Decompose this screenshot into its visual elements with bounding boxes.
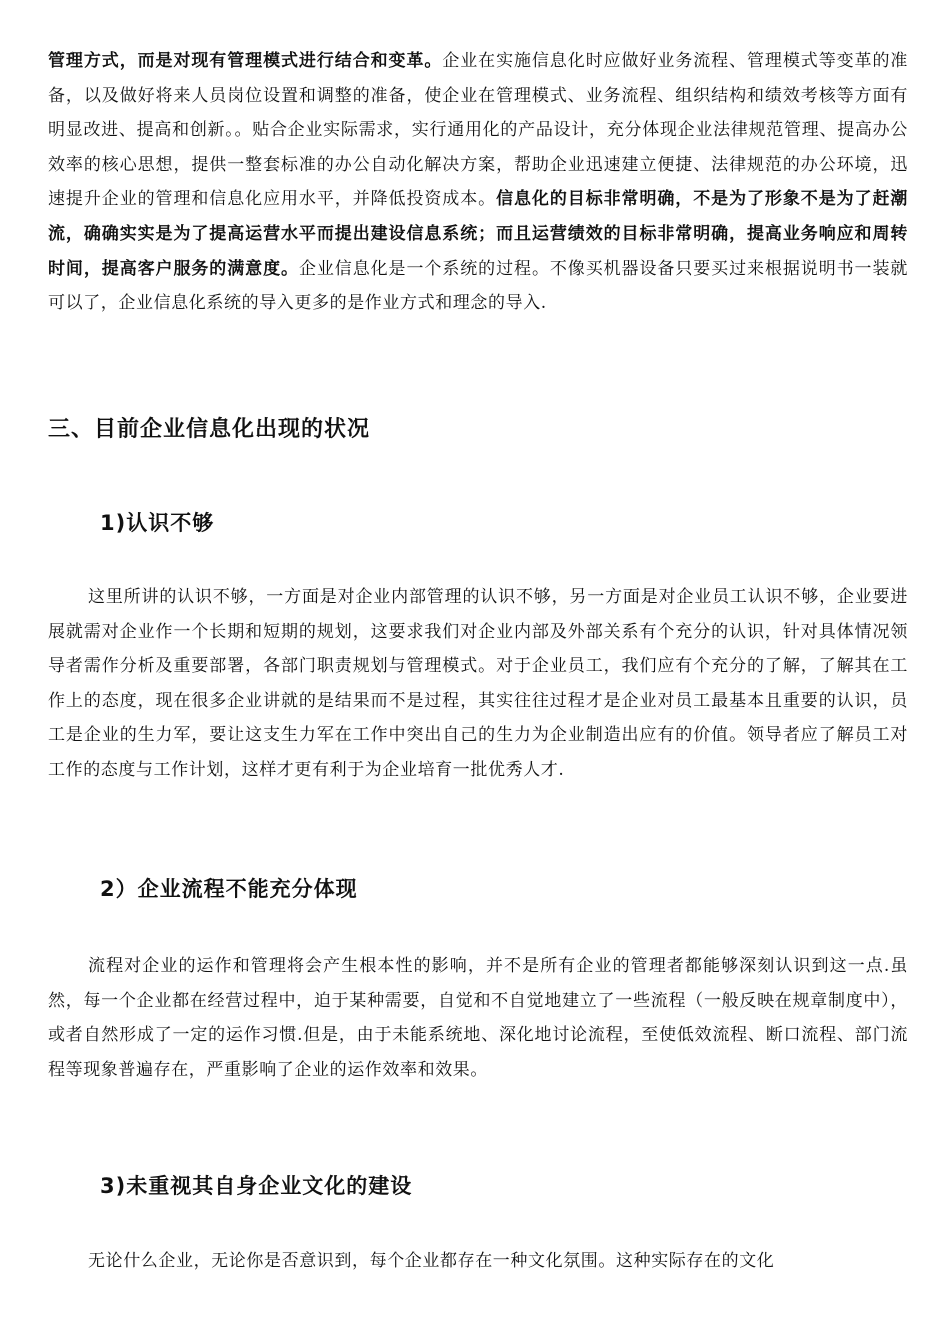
subsection-body-3: 无论什么企业，无论你是否意识到，每个企业都存在一种文化氛围。这种实际存在的文化 [88,1251,775,1271]
subsection-heading-1: 1)认识不够 [100,511,215,535]
intro-paragraph [48,44,908,321]
intro-sentence-2: 企业在实施信息化时应做好业务流程、管理模式等变革的准备，以及做好将来人员岗位设置和调整的准备，使企业在管理模式、业务流程、组织结构和绩效考核等方面有明显改进、提高和创新。。贴合企业实际需求，实行通用化的产品设计，充分体现企业法律规范管理、提高办公效率的核心思想，提供一整套标准的办公自动化解决方案，帮助企业迅速建立便捷、法律规范的办公环境，迅速提升企业的管理和信息化应用水平，并降低投资成本。 [48,51,908,210]
intro-sentence-4: 企业信息化是一个系统的过程。不像买机器设备只要买过来根据说明书一装就可以了，企业信息化系统的导入更多的是作业方式和理念的导入. [48,258,908,314]
intro-bold-sentence-3: 信息化的目标非常明确，不是为了形象不是为了赶潮流，确确实实是为了提高运营水平而提出建设信息系统；而且运营绩效的目标非常明确，提高业务响应和周转时间，提高客户服务的满意度。 [48,189,908,279]
section-heading: 三、目前企业信息化出现的状况 [48,417,371,442]
subsection-heading-3: 3)未重视其自身企业文化的建设 [100,1174,413,1198]
subsection-body-2: 流程对企业的运作和管理将会产生根本性的影响，并不是所有企业的管理者都能够深刻认识到这一点.虽然，每一个企业都在经营过程中，迫于某种需要，自觉和不自觉地建立了一些流程（一般反映在规章制度中），或者自然形成了一定的运作习惯.但是，由于未能系统地、深化地讨论流程，至使低效流程、断口流程、部门流程等现象普遍存在，严重影响了企业的运作效率和效果。 [48,956,908,1080]
intro-bold-sentence-1: 管理方式，而是对现有管理模式进行结合和变革。 [48,51,443,71]
subsection-body-1: 这里所讲的认识不够，一方面是对企业内部管理的认识不够，另一方面是对企业员工认识不够，企业要进展就需对企业作一个长期和短期的规划，这要求我们对企业内部及外部关系有个充分的认识，针对具体情况领导者需作分析及重要部署，各部门职责规划与管理模式。对于企业员工，我们应有个充分的了解，了解其在工作上的态度，现在很多企业讲就的是结果而不是过程，其实往往过程才是企业对员工最基本且重要的认识，员工是企业的生力军，要让这支生力军在工作中突出自己的生力为企业制造出应有的价值。领导者应了解员工对工作的态度与工作计划，这样才更有利于为企业培育一批优秀人才. [48,587,908,780]
subsection-heading-2: 2）企业流程不能充分体现 [100,877,358,901]
